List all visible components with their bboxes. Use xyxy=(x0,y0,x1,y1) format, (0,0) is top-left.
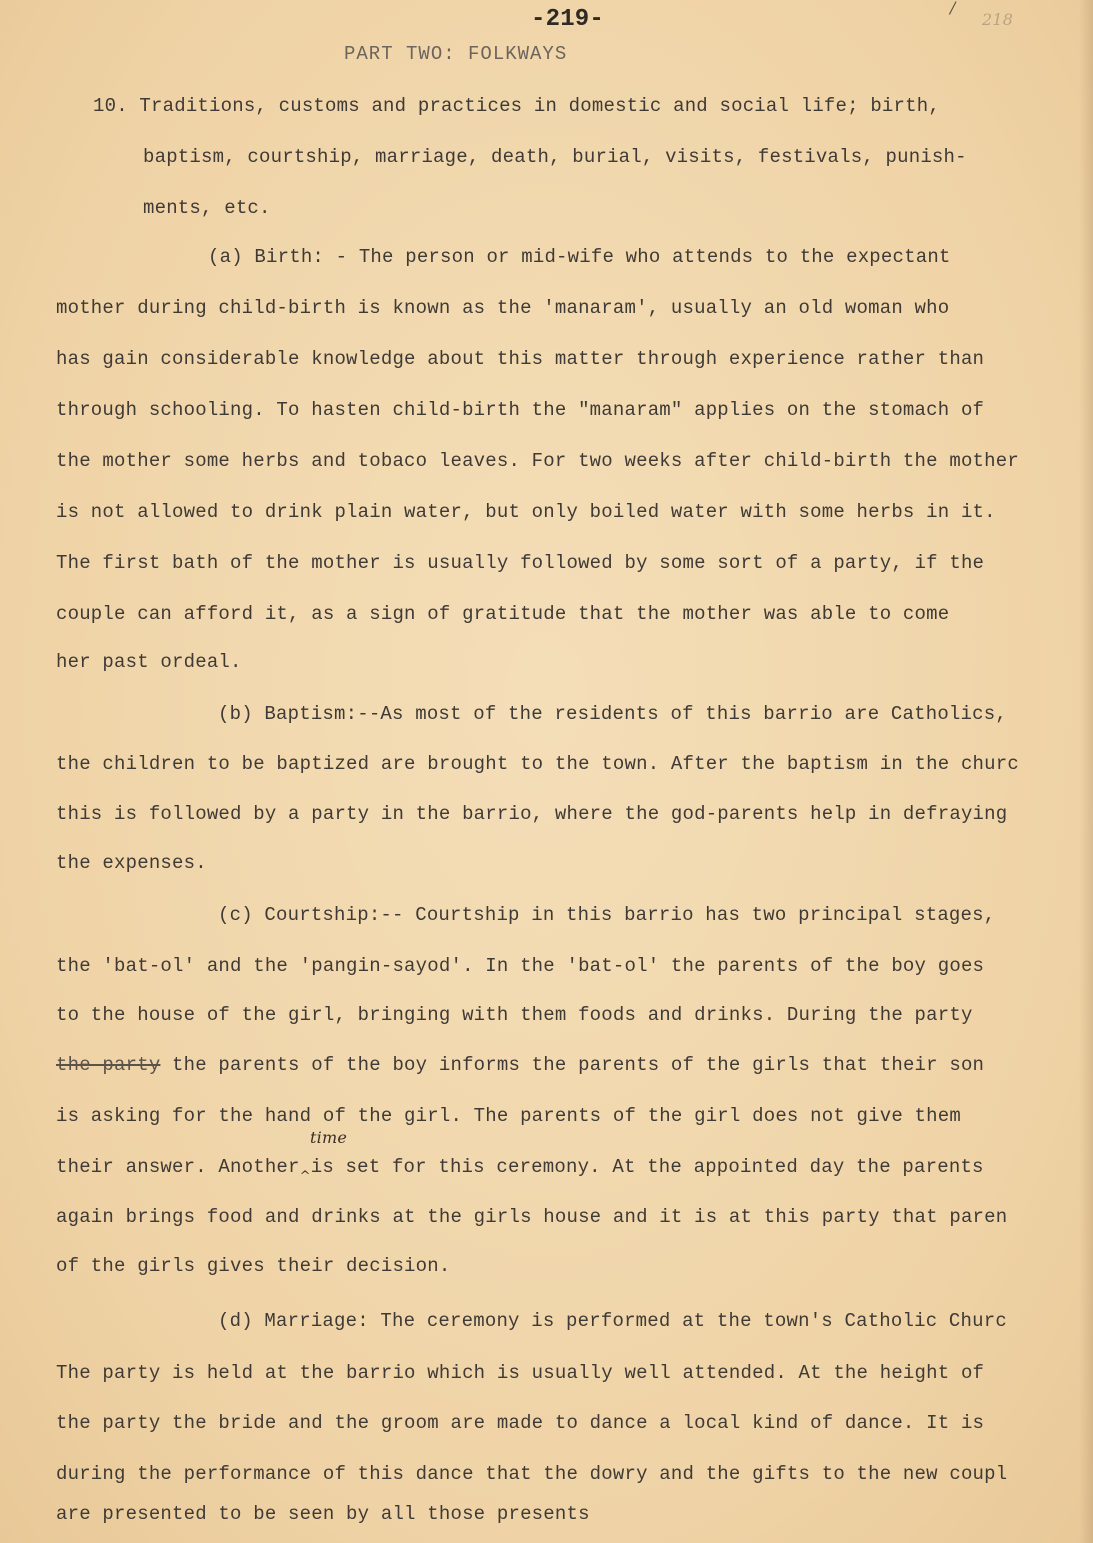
part-header: PART TWO: FOLKWAYS xyxy=(344,43,568,65)
page-edge-shadow xyxy=(1079,0,1093,1543)
birth-line-3: has gain considerable knowledge about this matter through experience rather than xyxy=(56,348,985,370)
baptism-line-3: this is followed by a party in the barrio, where the god-parents help in defraying xyxy=(56,803,1008,825)
baptism-line-4: the expenses. xyxy=(56,852,207,874)
courtship-line-7: again brings food and drinks at the girls house and it is at this party that paren xyxy=(56,1206,1008,1228)
courtship-line-6-before: their answer. Another xyxy=(56,1156,300,1178)
courtship-line-6-after: is set for this ceremony. At the appointed day the parents xyxy=(310,1156,984,1178)
birth-line-6: is not allowed to drink plain water, but only boiled water with some herbs in it. xyxy=(56,501,996,523)
birth-line-1: (a) Birth: - The person or mid-wife who attends to the expectant xyxy=(208,246,951,268)
section-title-line-3: ments, etc. xyxy=(143,197,271,219)
courtship-line-5: is asking for the hand of the girl. The parents of the girl does not give them xyxy=(56,1105,961,1127)
corner-page-annotation: 218 xyxy=(982,10,1014,29)
birth-line-8: couple can afford it, as a sign of gratitude that the mother was able to come xyxy=(56,603,950,625)
birth-line-7: The first bath of the mother is usually followed by some sort of a party, if the xyxy=(56,552,985,574)
birth-line-2: mother during child-birth is known as the 'manaram', usually an old woman who xyxy=(56,297,950,319)
courtship-line-8: of the girls gives their decision. xyxy=(56,1255,451,1277)
courtship-line-2: the 'bat-ol' and the 'pangin-sayod'. In the 'bat-ol' the parents of the boy goes xyxy=(56,955,985,977)
birth-line-5: the mother some herbs and tobaco leaves. For two weeks after child-birth the mother xyxy=(56,450,1019,472)
marriage-line-2: The party is held at the barrio which is usually well attended. At the height of xyxy=(56,1362,985,1384)
marriage-line-4: during the performance of this dance that the dowry and the gifts to the new coupl xyxy=(56,1463,1008,1485)
courtship-line-1: (c) Courtship:-- Courtship in this barrio has two principal stages, xyxy=(218,904,996,926)
baptism-line-2: the children to be baptized are brought to the town. After the baptism in the churc xyxy=(56,753,1019,775)
insertion-caret: ^ xyxy=(299,1169,311,1184)
page-number: -219- xyxy=(531,6,605,33)
birth-line-9: her past ordeal. xyxy=(56,651,242,673)
marriage-line-3: the party the bride and the groom are made to dance a local kind of dance. It is xyxy=(56,1412,985,1434)
handwritten-insertion: time xyxy=(310,1128,347,1147)
section-title-line-2: baptism, courtship, marriage, death, burial, visits, festivals, punish- xyxy=(143,146,967,168)
courtship-line-3: to the house of the girl, bringing with them foods and drinks. During the party xyxy=(56,1004,973,1026)
courtship-line-4 xyxy=(56,1053,984,1077)
courtship-line-6 xyxy=(56,1155,984,1189)
corner-tick-mark: / xyxy=(950,0,956,17)
courtship-line-4-rest: the parents of the boy informs the parents of the girls that their son xyxy=(160,1054,985,1076)
marriage-line-1: (d) Marriage: The ceremony is performed at the town's Catholic Churc xyxy=(218,1310,1007,1332)
baptism-line-1: (b) Baptism:--As most of the residents of this barrio are Catholics, xyxy=(218,703,1007,725)
birth-line-4: through schooling. To hasten child-birth the "manaram" applies on the stomach of xyxy=(56,399,985,421)
struck-text: the party xyxy=(56,1054,161,1076)
marriage-line-5: are presented to be seen by all those presents xyxy=(56,1503,590,1525)
section-title-line-1: 10. Traditions, customs and practices in domestic and social life; birth, xyxy=(93,95,940,117)
